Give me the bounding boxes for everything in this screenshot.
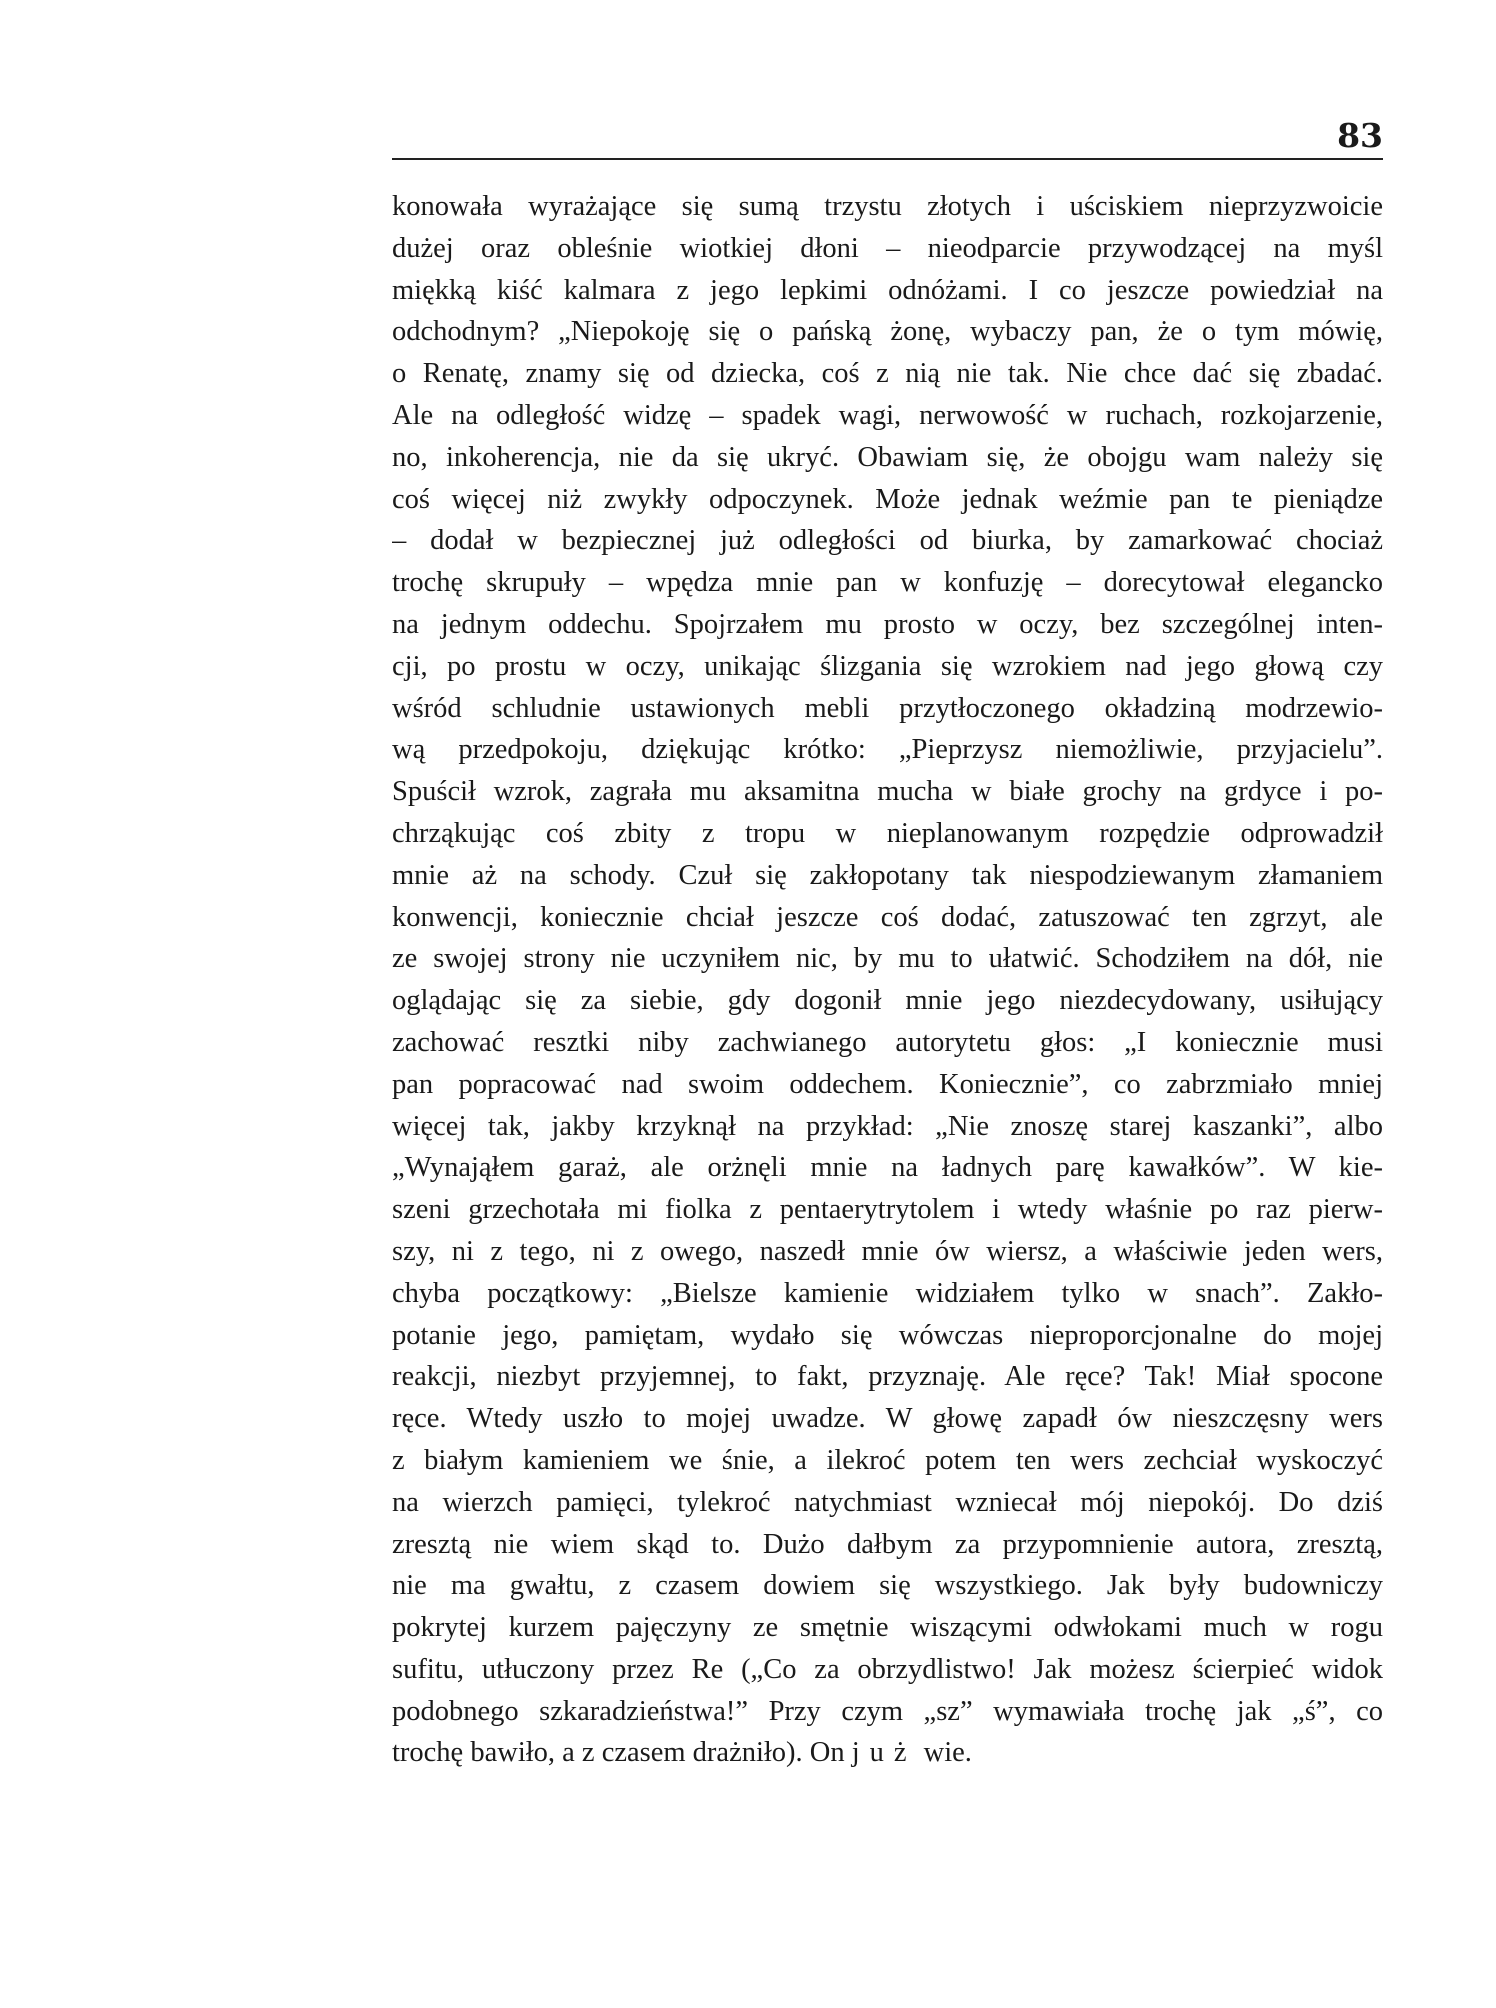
text-line: ręce. Wtedy uszło to mojej uwadze. W głowę zapadł ów nieszczęsny wers (392, 1403, 1383, 1435)
text-line: z białym kamieniem we śnie, a ilekroć potem ten wers zechciał wyskoczyć (392, 1444, 1383, 1476)
text-line: konowała wyrażające się sumą trzystu złotych i uściskiem nieprzyzwoicie (392, 191, 1383, 222)
text-line: szy, ni z tego, ni z owego, naszedł mnie ów wiersz, a właściwie jeden wers, (392, 1235, 1383, 1267)
text-line: więcej tak, jakby krzyknął na przykład: „Nie znoszę starej kaszanki”, albo (392, 1110, 1383, 1142)
text-line: dużej oraz obleśnie wiotkiej dłoni – nieodparcie przywodzącej na myśl (392, 232, 1383, 264)
text-line: Ale na odległość widzę – spadek wagi, nerwowość w ruchach, rozkojarzenie, (392, 399, 1383, 431)
text-line: na jednym oddechu. Spojrzałem mu prosto w oczy, bez szczególnej inten- (392, 608, 1383, 640)
text-line: trochę skrupuły – wpędza mnie pan w konfuzję – dorecytował elegancko (392, 567, 1383, 599)
text-line: wą przedpokoju, dziękując krótko: „Pieprzysz niemożliwie, przyjacielu”. (392, 734, 1383, 766)
text-line: pan popracować nad swoim oddechem. Koniecznie”, co zabrzmiało mniej (392, 1068, 1383, 1100)
text-line: zresztą nie wiem skąd to. Dużo dałbym za przypomnienie autora, zresztą, (392, 1528, 1383, 1560)
text-line-last (392, 1732, 1383, 1774)
text-line: „Wynająłem garaż, ale orżnęli mnie na ładnych parę kawałków”. W kie- (392, 1152, 1383, 1184)
text-line: – dodał w bezpiecznej już odległości od biurka, by zamarkować chociaż (392, 525, 1383, 557)
page-number: 83 (1337, 116, 1383, 155)
last-line-before: trochę bawiło, a z czasem drażniło). On (392, 1737, 852, 1769)
text-line: podobnego szkaradzieństwa!” Przy czym „sz” wymawiała trochę jak „ś”, co (392, 1695, 1383, 1727)
text-line: na wierzch pamięci, tylekroć natychmiast wzniecał mój niepokój. Do dziś (392, 1486, 1383, 1518)
page-header (392, 110, 1383, 160)
text-line: cji, po prostu w oczy, unikając ślizgania się wzrokiem nad jego głową czy (392, 650, 1383, 682)
text-line: zachować resztki niby zachwianego autorytetu głos: „I koniecznie musi (392, 1026, 1383, 1058)
text-line: mnie aż na schody. Czuł się zakłopotany tak niespodziewanym złamaniem (392, 859, 1383, 891)
text-line: nie ma gwałtu, z czasem dowiem się wszystkiego. Jak były budowniczy (392, 1570, 1383, 1602)
text-line: potanie jego, pamiętam, wydało się wówczas nieproporcjonalne do mojej (392, 1319, 1383, 1351)
text-line: konwencji, koniecznie chciał jeszcze coś dodać, zatuszować ten zgrzyt, ale (392, 901, 1383, 933)
text-line: no, inkoherencja, nie da się ukryć. Obawiam się, że obojgu wam należy się (392, 441, 1383, 473)
text-line: wśród schludnie ustawionych mebli przytłoczonego okładziną modrzewio- (392, 692, 1383, 724)
text-line: szeni grzechotała mi fiolka z pentaerytrytolem i wtedy właśnie po raz pierw- (392, 1194, 1383, 1226)
text-line: ze swojej strony nie uczyniłem nic, by mu to ułatwić. Schodziłem na dół, nie (392, 943, 1383, 975)
text-line: coś więcej niż zwykły odpoczynek. Może jednak weźmie pan te pieniądze (392, 483, 1383, 515)
text-line: sufitu, utłuczony przez Re („Co za obrzydlistwo! Jak możesz ścierpieć widok (392, 1653, 1383, 1685)
text-line: chrząkując coś zbity z tropu w nieplanowanym rozpędzie odprowadził (392, 817, 1383, 849)
text-line: reakcji, niezbyt przyjemnej, to fakt, przyznaję. Ale ręce? Tak! Miał spocone (392, 1361, 1383, 1393)
body-text (392, 186, 1383, 1774)
text-line: o Renatę, znamy się od dziecka, coś z nią nie tak. Nie chce dać się zbadać. (392, 358, 1383, 390)
text-line: pokrytej kurzem pajęczyny ze smętnie wiszącymi odwłokami much w rogu (392, 1612, 1383, 1644)
text-line: miękką kiść kalmara z jego lepkimi odnóżami. I co jeszcze powiedział na (392, 274, 1383, 306)
text-line: Spuścił wzrok, zagrała mu aksamitna mucha w białe grochy na grdyce i po- (392, 776, 1383, 808)
text-line: odchodnym? „Niepokoję się o pańską żonę, wybaczy pan, że o tym mówię, (392, 316, 1383, 348)
spaced-emphasis: już (851, 1737, 917, 1769)
text-line: oglądając się za siebie, gdy dogonił mnie jego niezdecydowany, usiłujący (392, 985, 1383, 1017)
last-line-after: wie. (916, 1737, 972, 1769)
text-line: chyba początkowy: „Bielsze kamienie widziałem tylko w snach”. Zakło- (392, 1277, 1383, 1309)
